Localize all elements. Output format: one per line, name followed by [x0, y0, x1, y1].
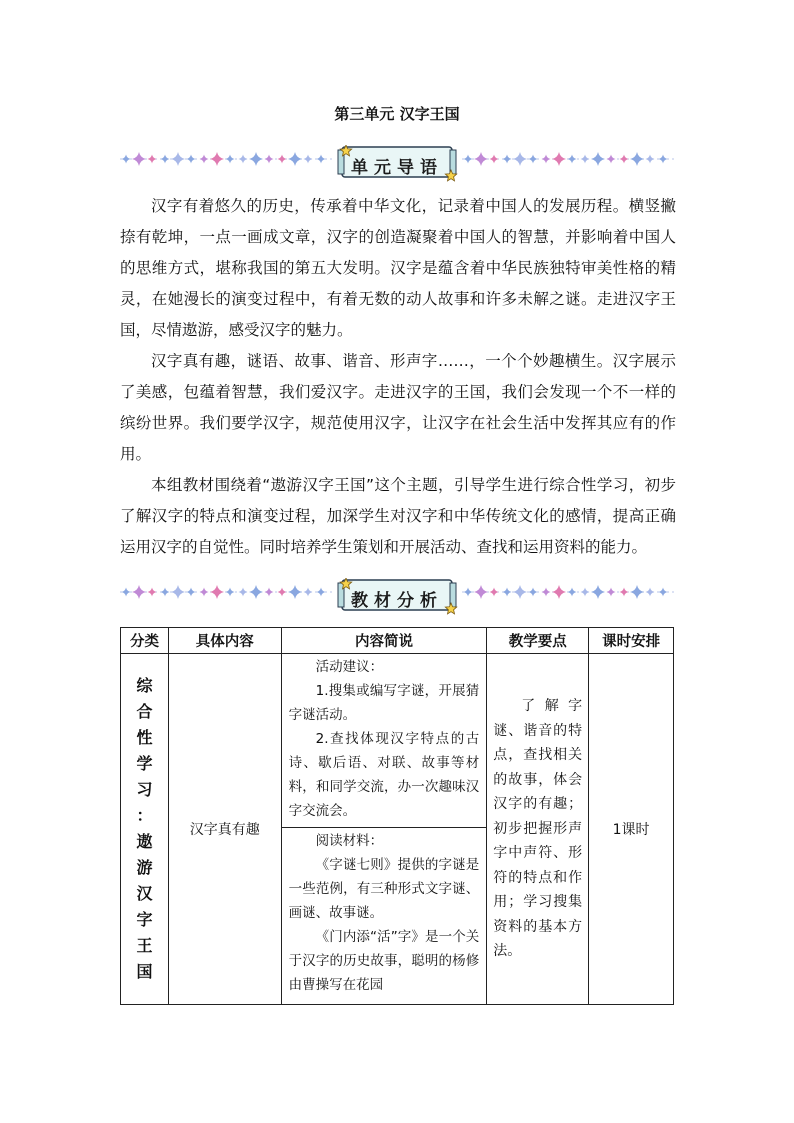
category-cell: 综 合 性 学 习 ： 遨 游 汉 字 王 国: [121, 654, 169, 1005]
hours-cell: 1课时: [589, 654, 674, 1005]
section-banner-material-analysis: [120, 578, 674, 618]
table-row: [121, 654, 674, 828]
content-cell: 汉字真有趣: [168, 654, 281, 1005]
description-activity-cell: [281, 654, 487, 828]
reading-item-2: 《门内添“活”字》是一个关于汉字的历史故事，聪明的杨修由曹操写在花园: [288, 929, 480, 993]
table-header-row: [121, 628, 674, 654]
intro-paragraph-1: 汉字有着悠久的历史，传承着中华文化，记录着中国人的发展历程。横竖撇捺有乾坤，一点一画成文章，汉字的创造凝聚着中国人的智慧，并影响着中国人的思维方式，堪称我国的第五大发明。汉字是蕴含着中华民族独特审美性格的精灵，在她漫长的演变过程中，有着无数的动人故事和许多未解之谜。走进汉字王国，尽情遨游，感受汉字的魅力。: [120, 197, 676, 339]
intro-paragraph-2: 汉字真有趣，谜语、故事、谐音、形声字……，一个个妙趣横生。汉字展示了美感，包蕴着智慧，我们爱汉字。走进汉字的王国，我们会发现一个不一样的缤纷世界。我们要学汉字，规范使用汉字，让汉字在社会生活中发挥其应有的作用。: [120, 352, 676, 463]
key-points-cell: 了解字谜、谐音的特点，查找相关的故事，体会汉字的有趣；初步把握形声字中声符、形符的特点和作用；学习搜集资料的基本方法。: [487, 654, 589, 1005]
header-key-points: 教学要点: [487, 628, 589, 654]
section-banner-unit-intro: [120, 145, 674, 185]
activity-item-1: 1.搜集或编写字谜，开展猜字谜活动。: [288, 683, 480, 723]
description-reading-cell: [281, 828, 487, 1005]
header-content: 具体内容: [168, 628, 281, 654]
activity-heading: 活动建议：: [315, 659, 384, 675]
activity-item-2: 2.查找体现汉字特点的古诗、歇后语、对联、故事等材料，和同学交流，办一次趣味汉字交流会。: [288, 731, 480, 819]
header-hours: 课时安排: [589, 628, 674, 654]
intro-paragraph-3: 本组教材围绕着“遨游汉字王国”这个主题，引导学生进行综合性学习，初步了解汉字的特点和演变过程，加深学生对汉字和中华传统文化的感情，提高正确运用汉字的自觉性。同时培养学生策划和开展活动、查找和运用资料的能力。: [120, 476, 676, 556]
header-category: 分类: [121, 628, 169, 654]
banner-label: 单元导语: [351, 158, 443, 178]
header-description: 内容简说: [281, 628, 487, 654]
page-title: 第三单元 汉字王国: [334, 105, 460, 123]
reading-heading: 阅读材料：: [315, 833, 384, 849]
banner-label: 教材分析: [351, 591, 443, 611]
material-analysis-table: [120, 627, 674, 1005]
reading-item-1: 《字谜七则》提供的字谜是一些范例，有三种形式文字谜、画谜、故事谜。: [288, 857, 480, 921]
